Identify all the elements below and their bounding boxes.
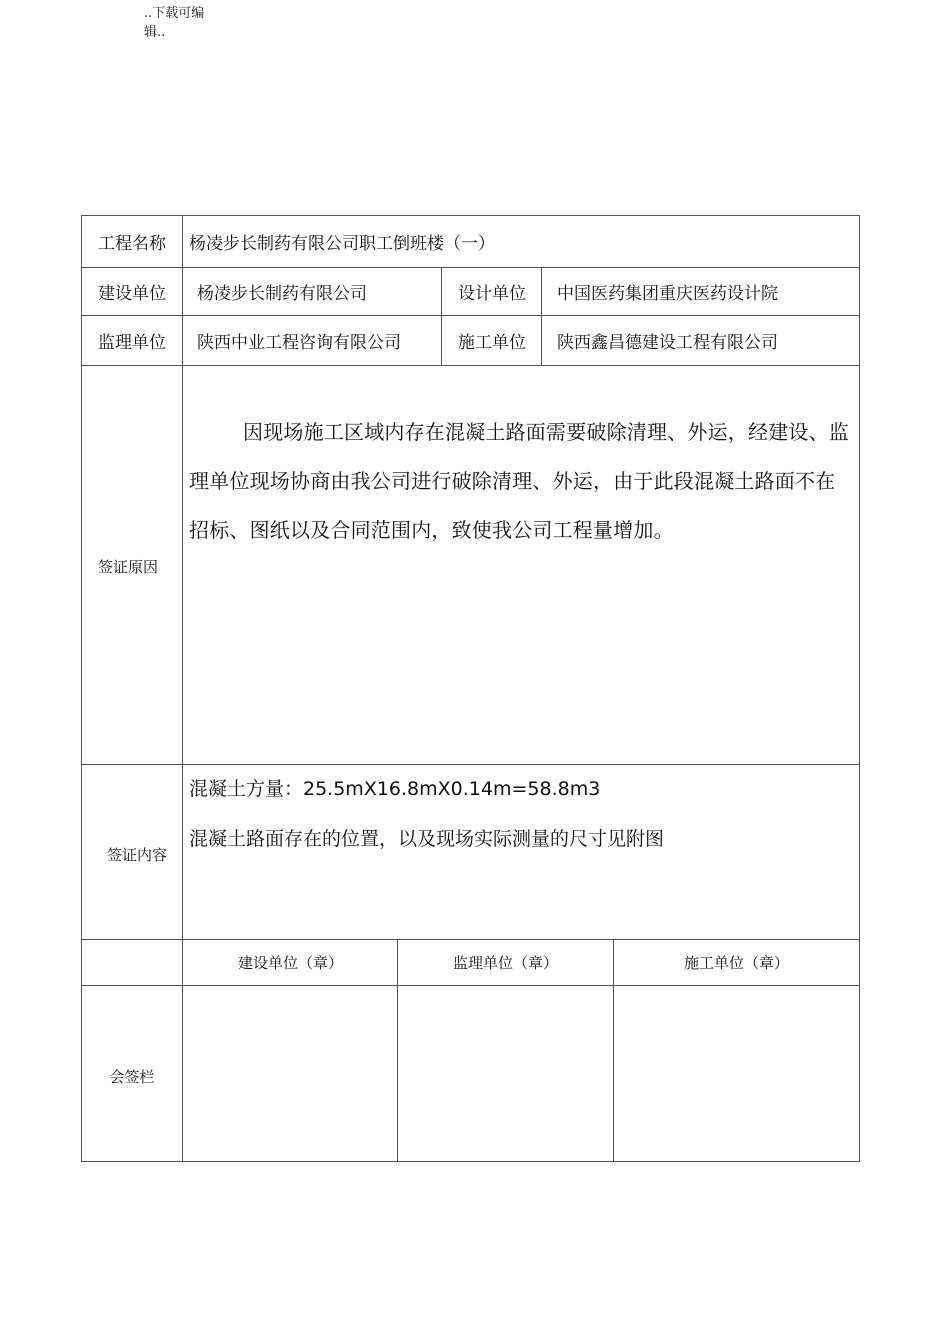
table-divider <box>81 365 860 366</box>
table-border-bottom <box>81 1161 860 1162</box>
supervisor-label: 监理单位 <box>98 333 166 353</box>
watermark-text: ..下载可编辑.. <box>144 6 205 40</box>
reason-text: 因现场施工区域内存在混凝土路面需要破除清理、外运，经建设、监理单位现场协商由我公司进行破除清理、外运，由于此段混凝土路面不在招标、图纸以及合同范围内，致使我公司工程量增加。 <box>189 420 849 542</box>
signoff-contractor-box[interactable] <box>614 986 858 1161</box>
sign-supervisor-label: 监理单位（章） <box>452 954 558 972</box>
designer-value: 中国医药集团重庆医药设计院 <box>557 284 778 304</box>
reason-label: 签证原因 <box>97 557 158 576</box>
sign-builder-label: 建设单位（章） <box>237 954 343 972</box>
project-name-value: 杨凌步长制药有限公司职工倒班楼（一） <box>189 234 495 254</box>
signoff-label: 会签栏 <box>109 1067 155 1086</box>
signoff-supervisor-box[interactable] <box>398 986 612 1161</box>
content-quantity: 混凝土方量：25.5mX16.8mX0.14m=58.8m3 <box>189 778 601 800</box>
sign-contractor-label: 施工单位（章） <box>683 954 789 972</box>
designer-label: 设计单位 <box>458 284 526 304</box>
contractor-value: 陕西鑫昌德建设工程有限公司 <box>557 333 778 353</box>
content-note: 混凝土路面存在的位置，以及现场实际测量的尺寸见附图 <box>189 828 665 850</box>
content-label: 签证内容 <box>106 845 167 864</box>
table-divider <box>81 764 860 765</box>
signoff-builder-box[interactable] <box>183 986 397 1161</box>
project-name-label: 工程名称 <box>98 234 166 254</box>
builder-label: 建设单位 <box>98 284 166 304</box>
builder-value: 杨凌步长制药有限公司 <box>197 284 367 304</box>
table-border-right <box>859 215 860 1162</box>
contractor-label: 施工单位 <box>458 333 526 353</box>
supervisor-value: 陕西中业工程咨询有限公司 <box>197 333 401 353</box>
